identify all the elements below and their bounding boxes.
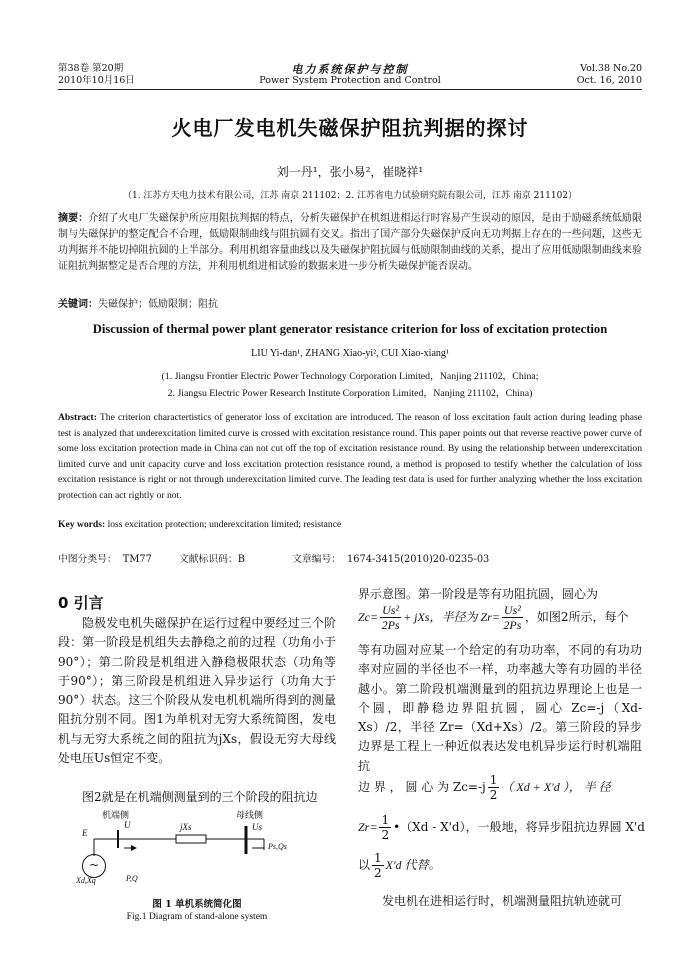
date-en: Oct. 16, 2010 bbox=[576, 75, 642, 86]
abstract-cn-text: 介绍了火电厂失磁保护所应用阻抗判据的特点，分析失磁保护在机组进相运行时容易产生误动的原因，是由于励磁系统低励限制与失磁保护的整定配合不合理，低励限制曲线与阻抗圆有交叉。指出了国产部分失磁保护反向无功判据上存在的一些问题，这些无功判据并不能切掉阻抗圆的上半部分。利用机组容量曲线以及失磁保护阻抗圆与低励限制曲线的关系，提出了应用低励限制曲线来验证阻抗判据整定是否合理的方法，并利用机组进相试验的数据来进一步分析失磁保护能否误动。 bbox=[58, 213, 643, 272]
label-E: E bbox=[82, 828, 88, 838]
eq2-denominator: 2 bbox=[489, 788, 498, 802]
label-PQ: P,Q bbox=[126, 874, 138, 883]
figure-1-caption-cn: 图 1 单机系统简化图 bbox=[152, 899, 242, 910]
eq1-numerator-1: Us² bbox=[382, 603, 400, 617]
eq4-numerator: 1 bbox=[374, 851, 382, 865]
label-jXs: jXs bbox=[180, 822, 192, 832]
keywords-en-text: loss excitation protection; underexcitation limited; resistance bbox=[107, 519, 342, 530]
label-PsQs: Ps,Qs bbox=[268, 842, 287, 851]
eq4-denominator: 2 bbox=[374, 866, 382, 880]
eq3-part-a: Zr= bbox=[358, 820, 378, 834]
label-terminal-side: 机端侧 bbox=[102, 811, 130, 821]
doc-label: 文献标识码： bbox=[178, 554, 238, 565]
left-paragraph-2: 图2就是在机端侧测量到的三个阶段的阻抗边 bbox=[82, 790, 318, 804]
affiliation-en-1: (1. Jiangsu Frontier Electric Power Technology Corporation Limited，Nanjing 211102，China; bbox=[161, 371, 539, 382]
keywords-cn bbox=[58, 297, 642, 313]
left-paragraph-1: 隐极发电机失磁保护在运行过程中要经过三个阶段：第一阶段是机组失去静稳之前的过程（功角小于90°）；第二阶段是机组进入静稳极限状态（功角等于90°）；第三阶段是机组进入异步运行（功角大于90°）状态。这三个阶段从发电机机端所得到的测量阻抗分别不同。图1为单机对无穷大系统简图，发电机与无穷大系统之间的阻抗为jXs，假设无穷大母线处电压Us恒定不变。 bbox=[58, 616, 336, 766]
header-rule bbox=[58, 89, 642, 90]
eq1-numerator-2: Us² bbox=[503, 603, 521, 617]
journal-title-cn: 电力系统保护与控制 bbox=[291, 63, 409, 76]
figure-1 bbox=[68, 808, 338, 888]
keywords-cn-label: 关键词： bbox=[58, 299, 98, 310]
eq2-part-b: （ Xd + X'd ）， 半 径 bbox=[501, 780, 611, 794]
affiliation-cn: （1. 江苏方天电力技术有限公司，江苏 南京 211102；2. 江苏省电力试验研究院有限公司，江苏 南京 211102） bbox=[122, 191, 578, 201]
keywords-cn-text: 失磁保护；低励限制；阻抗 bbox=[98, 299, 218, 310]
keywords-en bbox=[58, 517, 642, 533]
affiliation-en-2: 2. Jiangsu Electric Power Research Institute Corporation Limited，Nanjing 211102，China) bbox=[167, 388, 533, 399]
authors-cn: 刘一丹¹，张小易²，崔晓祥¹ bbox=[276, 165, 424, 179]
eq4-part-b: X'd 代替。 bbox=[385, 858, 441, 872]
generator-symbol: ~ bbox=[82, 854, 106, 878]
equation-1 bbox=[358, 603, 642, 641]
eq1-part-a: Zc= bbox=[358, 610, 379, 624]
eq4-part-a: 以 bbox=[358, 858, 371, 872]
eq1-denominator-2: 2Ps bbox=[503, 618, 522, 632]
doc-value: B bbox=[237, 554, 245, 565]
eq1-fraction-1 bbox=[380, 603, 401, 632]
equation-4 bbox=[358, 851, 642, 880]
label-XdXq: Xd,Xq bbox=[76, 876, 96, 885]
article-label: 文章编号： bbox=[292, 554, 342, 565]
abstract-en-label: Abstract: bbox=[58, 412, 97, 423]
title-cn: 火电厂发电机失磁保护阻抗判据的探讨 bbox=[171, 116, 529, 140]
volume-issue-en: Vol.38 No.20 bbox=[580, 63, 642, 74]
eq2-part-a: 边 界 ， 圆 心 为 Zc=-j bbox=[358, 780, 486, 794]
eq2-numerator: 1 bbox=[489, 773, 498, 787]
abstract-en-text: The criterion charactertistics of generator loss of excitation are introduced. The reason of loss excitation fault action during leading phase test is analyzed that underexcitation limited curve is crossed with excitation resistance round. This paper points out that reverse reactive power curve of some loss excitation protection made in China can not cut off the top of excitation resistance round. By using the relationship between underexcitation limited curve and unit capacity curve and loss excitation protection resistance round, a method is proposed to testify whether the calculation of loss excitation resistance is right or not through underexcitation limited curve. The leading test data is used for further analyzing whether the loss excitation protection can act rightly or not. bbox=[58, 412, 642, 501]
title-en: Discussion of thermal power plant generator resistance criterion for loss of excitation protection bbox=[92, 322, 608, 336]
classification-line bbox=[58, 551, 489, 565]
eq3-part-b: •（Xd - X'd），一般地，将异步阻抗边界圆 X'd bbox=[393, 820, 645, 834]
eq3-denominator: 2 bbox=[381, 828, 390, 842]
eq3-fraction bbox=[379, 813, 391, 842]
label-bus-side: 母线侧 bbox=[236, 811, 264, 821]
journal-title-en: Power System Protection and Control bbox=[259, 75, 441, 86]
eq1-part-c: ，如图2所示，每个 bbox=[524, 610, 629, 624]
eq1-denominator-1: 2Ps bbox=[381, 618, 400, 632]
equation-3 bbox=[358, 813, 645, 842]
eq4-fraction bbox=[372, 851, 384, 880]
line-impedance bbox=[176, 835, 206, 843]
article-value: 1674-3415(2010)20-0235-03 bbox=[347, 554, 490, 565]
keywords-en-label: Key words: bbox=[58, 519, 106, 530]
abstract-cn bbox=[58, 211, 642, 275]
label-Us: Us bbox=[252, 822, 263, 832]
volume-issue-cn: 第38卷 第20期 bbox=[58, 63, 124, 74]
right-paragraph-2: 等有功圆对应某一个给定的有功功率，不同的有功功率对应圆的半径也不一样，功率越大等有功圆的半径越小。第二阶段机端测量到的阻抗边界理论上也是一个圆，即静稳边界阻抗圆，圆心 Zc=-j（Xd-Xs）/2，半径 Zr=（Xd+Xs）/2。第三阶段的异步边界是工程上一种近似表达发电机异步运行时机端阻抗 bbox=[358, 643, 642, 773]
label-U: U bbox=[124, 820, 131, 830]
eq1-part-b: + jXs，半径为 Zr= bbox=[403, 610, 500, 624]
eq3-numerator: 1 bbox=[381, 813, 390, 827]
abstract-en bbox=[58, 410, 642, 504]
equation-2 bbox=[358, 773, 642, 802]
date-cn: 2010年10月16日 bbox=[58, 75, 135, 86]
figure-1-caption-en: Fig.1 Diagram of stand-alone system bbox=[126, 912, 268, 922]
right-paragraph-3: 发电机在进相运行时，机端测量阻抗轨迹就可 bbox=[382, 894, 623, 908]
section-heading: 0 引言 bbox=[58, 594, 104, 612]
right-paragraph-1: 界示意图。第一阶段是等有功阻抗圆，圆心为 bbox=[358, 587, 599, 601]
abstract-cn-label: 摘要： bbox=[58, 213, 89, 224]
eq2-fraction bbox=[488, 773, 500, 802]
authors-en: LIU Yi-dan¹, ZHANG Xiao-yi², CUI Xiao-xiang¹ bbox=[251, 348, 449, 359]
eq1-fraction-2 bbox=[502, 603, 523, 632]
clc-value: TM77 bbox=[122, 554, 152, 565]
clc-label: 中图分类号： bbox=[58, 554, 117, 565]
